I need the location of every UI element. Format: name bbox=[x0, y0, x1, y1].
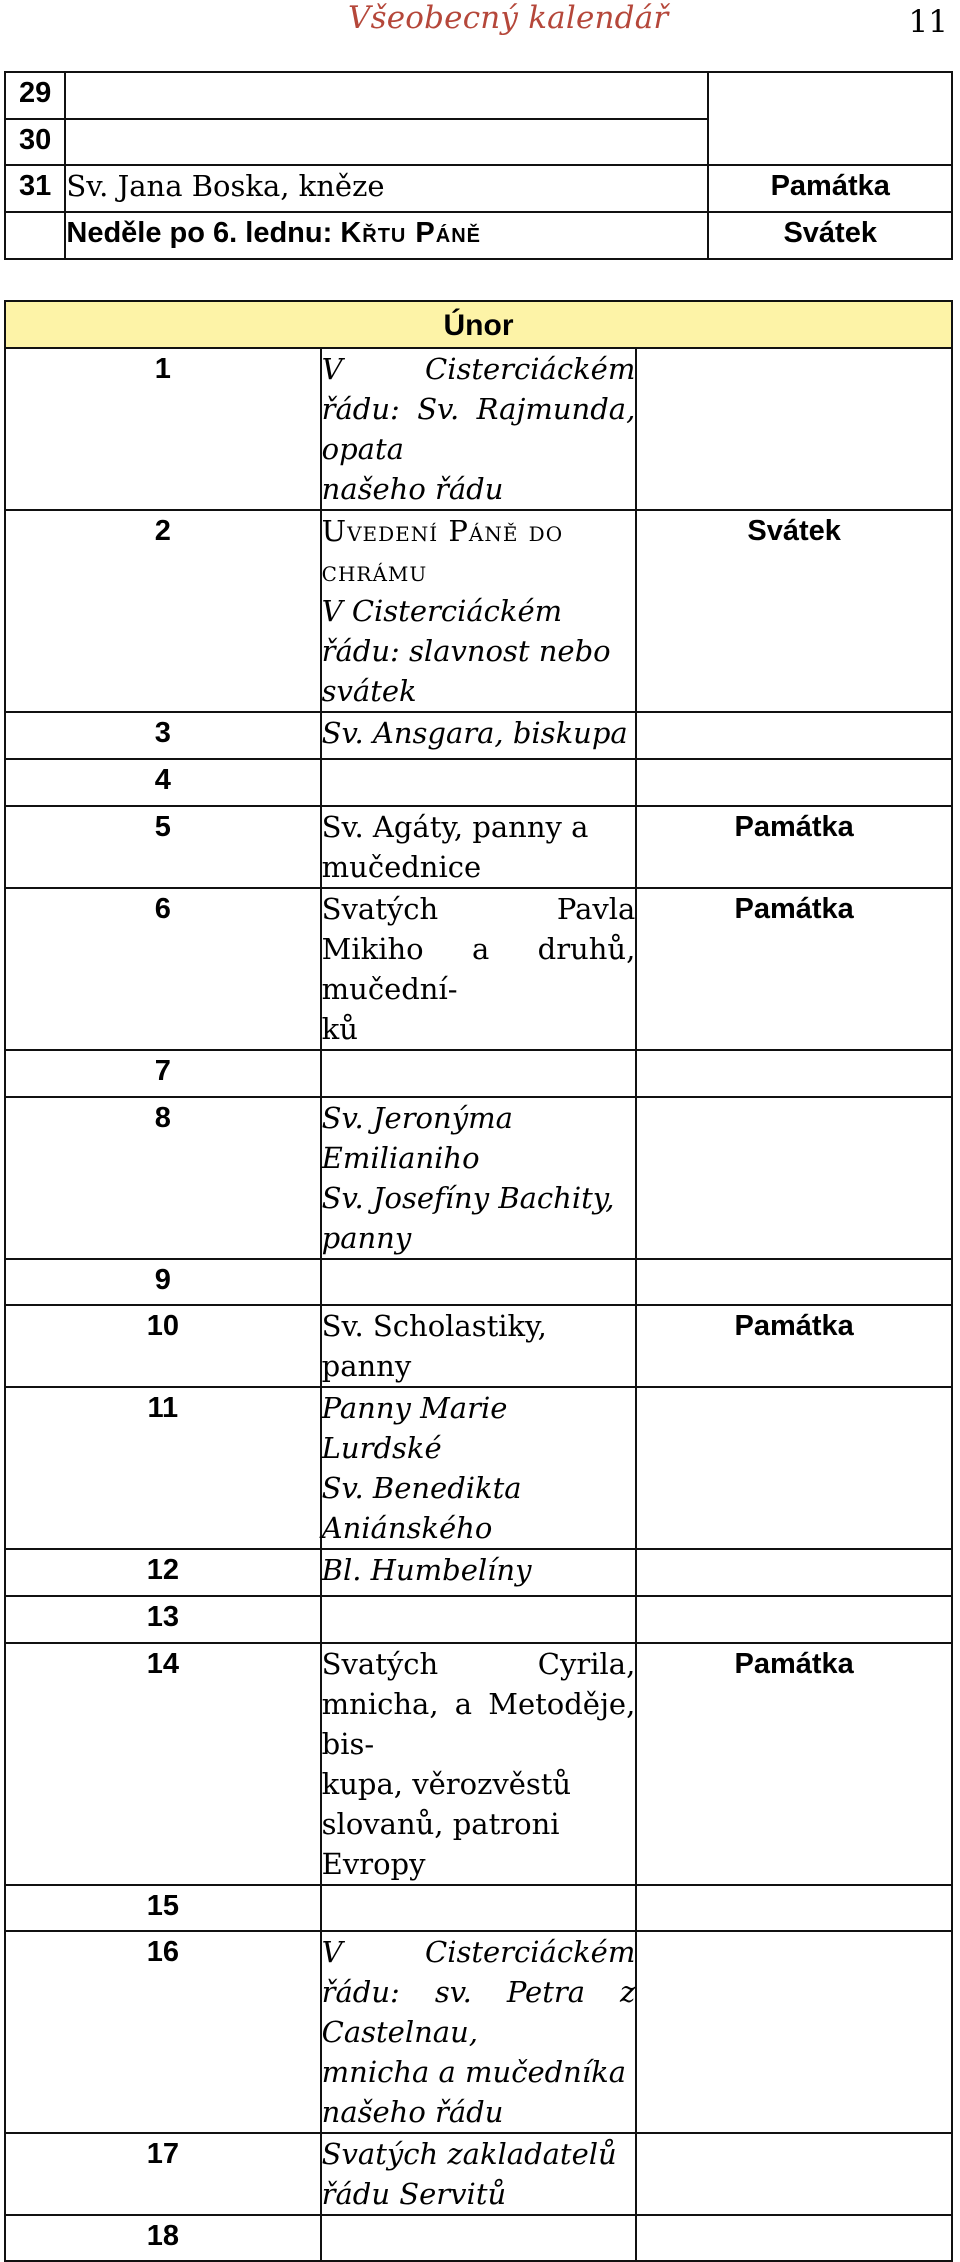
celebration-rank bbox=[636, 712, 952, 759]
celebration-rank bbox=[636, 2215, 952, 2261]
day-number: 31 bbox=[5, 165, 65, 212]
day-number: 6 bbox=[5, 888, 321, 1050]
celebration-line: Sv. Jeronýma Emilianiho bbox=[321, 1101, 513, 1175]
celebration-line: Sv. Ansgara, biskupa bbox=[321, 716, 628, 750]
day-number: 14 bbox=[5, 1643, 321, 1885]
celebration-rank bbox=[636, 1050, 952, 1097]
celebration-line: Sv. Benedikta Aniánského bbox=[321, 1471, 522, 1545]
celebration-name bbox=[321, 1643, 637, 1885]
table-row bbox=[5, 72, 952, 119]
day-number: 8 bbox=[5, 1097, 321, 1259]
table-row bbox=[5, 1050, 952, 1097]
table-row bbox=[5, 888, 952, 1050]
celebration-line: Uvedení Páně do chrámu bbox=[321, 514, 564, 588]
celebration-line: Svatých zakladatelů řádu Servitů bbox=[321, 2137, 617, 2211]
celebration-rank bbox=[636, 1931, 952, 2133]
celebration-line: našeho řádu bbox=[321, 472, 504, 506]
celebration-line: V Cisterciáckém řádu: sv. Petra z Castelnau, bbox=[321, 1935, 636, 2049]
table-row bbox=[5, 165, 952, 212]
celebration-line: Panny Marie Lurdské bbox=[321, 1391, 508, 1465]
table-row bbox=[5, 1931, 952, 2133]
celebration-name bbox=[321, 1885, 637, 1931]
table-row bbox=[5, 2133, 952, 2215]
celebration-line: kupa, věrozvěstů slovanů, patroni Evropy bbox=[321, 1767, 572, 1881]
table-row bbox=[5, 712, 952, 759]
celebration-line: Sv. Josefíny Bachity, panny bbox=[321, 1181, 615, 1255]
sunday-prefix: Neděle po 6. lednu: bbox=[66, 217, 341, 249]
celebration-rank bbox=[708, 72, 952, 165]
celebration-name bbox=[321, 1097, 637, 1259]
feast-name: Křtu Páně bbox=[340, 217, 481, 249]
celebration-rank: Památka bbox=[708, 165, 952, 212]
celebration-rank bbox=[636, 1549, 952, 1596]
celebration-rank: Památka bbox=[636, 1305, 952, 1387]
celebration-line: ků bbox=[321, 1012, 358, 1046]
celebration-name bbox=[321, 806, 637, 888]
celebration-name bbox=[321, 348, 637, 510]
celebration-line: V Cisterciáckém řádu: slavnost nebo svátek bbox=[321, 594, 611, 708]
table-row bbox=[5, 1305, 952, 1387]
day-number: 30 bbox=[5, 119, 65, 165]
celebration-rank: Svátek bbox=[636, 510, 952, 712]
day-number: 9 bbox=[5, 1259, 321, 1305]
celebration-name bbox=[321, 1050, 637, 1097]
celebration-rank bbox=[636, 1596, 952, 1643]
celebration-rank bbox=[636, 348, 952, 510]
table-row bbox=[5, 1643, 952, 1885]
table-row bbox=[5, 212, 952, 259]
day-number: 18 bbox=[5, 2215, 321, 2261]
celebration-rank: Památka bbox=[636, 888, 952, 1050]
celebration-name bbox=[321, 510, 637, 712]
celebration-line: Svatých Cyrila, mnicha, a Metoděje, bis- bbox=[321, 1647, 636, 1761]
february-table bbox=[4, 300, 953, 2262]
day-number: 3 bbox=[5, 712, 321, 759]
day-number: 2 bbox=[5, 510, 321, 712]
page-number: 11 bbox=[908, 4, 948, 40]
page-header bbox=[0, 0, 960, 60]
day-number: 13 bbox=[5, 1596, 321, 1643]
celebration-rank bbox=[636, 1387, 952, 1549]
day-number: 15 bbox=[5, 1885, 321, 1931]
day-number: 16 bbox=[5, 1931, 321, 2133]
day-number: 12 bbox=[5, 1549, 321, 1596]
celebration-rank bbox=[636, 2133, 952, 2215]
table-row bbox=[5, 1885, 952, 1931]
celebration-name bbox=[321, 1931, 637, 2133]
celebration-line: Bl. Humbelíny bbox=[321, 1553, 532, 1587]
celebration-name bbox=[321, 1305, 637, 1387]
celebration-line: Svatých Pavla Mikiho a druhů, mučední- bbox=[321, 892, 636, 1006]
celebration-rank bbox=[636, 1097, 952, 1259]
celebration-name bbox=[65, 119, 708, 165]
day-number: 11 bbox=[5, 1387, 321, 1549]
celebration-rank: Památka bbox=[636, 1643, 952, 1885]
celebration-name bbox=[65, 212, 708, 259]
celebration-name bbox=[321, 2133, 637, 2215]
celebration-rank: Památka bbox=[636, 806, 952, 888]
month-title: Únor bbox=[5, 301, 952, 348]
celebration-line: Sv. Agáty, panny a mučednice bbox=[321, 810, 589, 884]
day-number: 17 bbox=[5, 2133, 321, 2215]
celebration-name bbox=[321, 1596, 637, 1643]
month-header-row bbox=[5, 301, 952, 348]
table-row bbox=[5, 1549, 952, 1596]
january-table bbox=[4, 71, 953, 260]
table-row bbox=[5, 510, 952, 712]
table-row bbox=[5, 1097, 952, 1259]
celebration-rank: Svátek bbox=[708, 212, 952, 259]
table-row bbox=[5, 2215, 952, 2261]
celebration-line: V Cisterciáckém řádu: Sv. Rajmunda, opata bbox=[321, 352, 636, 466]
day-number bbox=[5, 212, 65, 259]
day-number: 5 bbox=[5, 806, 321, 888]
running-title: Všeobecný kalendář bbox=[348, 0, 669, 36]
celebration-rank bbox=[636, 1885, 952, 1931]
celebration-rank bbox=[636, 1259, 952, 1305]
celebration-name bbox=[321, 759, 637, 806]
table-row bbox=[5, 806, 952, 888]
table-row bbox=[5, 1596, 952, 1643]
day-number: 1 bbox=[5, 348, 321, 510]
day-number: 29 bbox=[5, 72, 65, 119]
day-number: 4 bbox=[5, 759, 321, 806]
celebration-name bbox=[65, 72, 708, 119]
table-row bbox=[5, 759, 952, 806]
celebration-rank bbox=[636, 759, 952, 806]
table-row bbox=[5, 1387, 952, 1549]
celebration-name bbox=[321, 1549, 637, 1596]
celebration-name bbox=[321, 1387, 637, 1549]
celebration-name: Sv. Jana Boska, kněze bbox=[65, 165, 708, 212]
day-number: 10 bbox=[5, 1305, 321, 1387]
table-row bbox=[5, 1259, 952, 1305]
celebration-line: Sv. Scholastiky, panny bbox=[321, 1309, 547, 1383]
celebration-name bbox=[321, 1259, 637, 1305]
day-number: 7 bbox=[5, 1050, 321, 1097]
celebration-name bbox=[321, 888, 637, 1050]
celebration-name bbox=[321, 712, 637, 759]
table-row bbox=[5, 348, 952, 510]
celebration-name bbox=[321, 2215, 637, 2261]
celebration-line: mnicha a mučedníka našeho řádu bbox=[321, 2055, 627, 2129]
